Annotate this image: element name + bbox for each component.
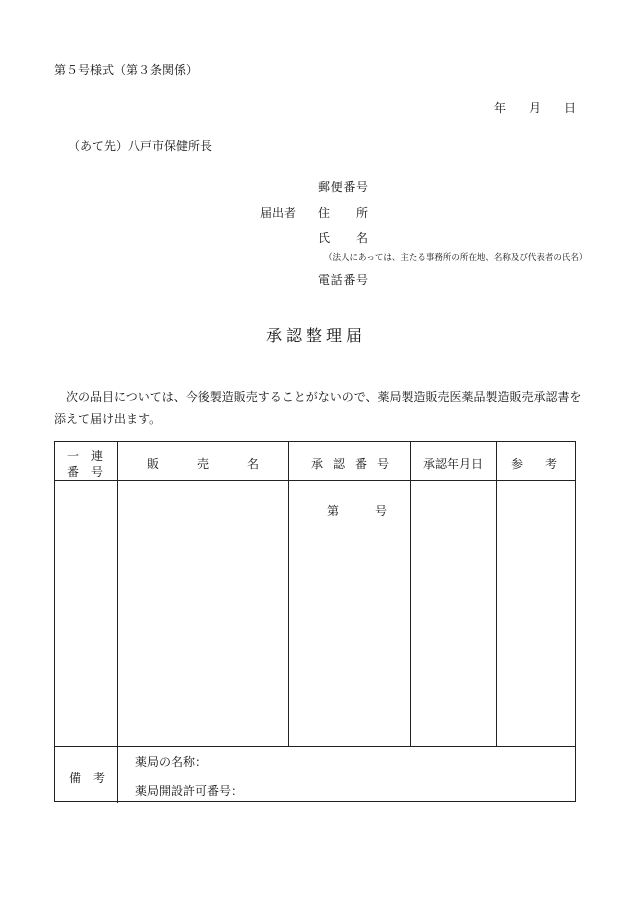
document-title: 承認整理届 xyxy=(266,326,367,345)
applicant-role-label: 届出者 xyxy=(260,206,297,220)
column-header-approval-date: 承認年月日 xyxy=(423,457,484,471)
date-day-label: 日 xyxy=(563,101,576,115)
name-label: 氏 名 xyxy=(318,231,368,245)
date-year-label: 年 xyxy=(494,101,507,115)
approval-number-cell-label: 第 号 xyxy=(327,504,387,518)
remarks-label: 備 考 xyxy=(69,771,105,785)
column-header-sales-name: 販 売 名 xyxy=(147,457,259,471)
column-divider xyxy=(288,442,289,746)
corporate-note: （法人にあっては、主たる事務所の所在地、名称及び代表者の氏名） xyxy=(324,253,588,263)
pharmacy-name-label: 薬局の名称： xyxy=(135,755,208,769)
address-label: 住 所 xyxy=(318,206,368,220)
column-header-approval-number: 承 認 番 号 xyxy=(311,457,389,471)
column-header-reference: 参 考 xyxy=(511,457,557,471)
remarks-row-divider xyxy=(55,746,575,747)
phone-number-label: 電 話 番 号 xyxy=(318,273,368,287)
date-line xyxy=(494,102,576,114)
column-divider xyxy=(496,442,497,746)
header-row-divider xyxy=(55,480,575,481)
pharmacy-permit-number-label: 薬局開設許可番号： xyxy=(135,784,244,798)
postal-code-label: 郵 便 番 号 xyxy=(318,180,368,194)
column-divider xyxy=(117,442,118,746)
column-header-serial-number: 一 連 番 号 xyxy=(66,449,103,479)
addressee: （あて先）八戸市保健所長 xyxy=(68,139,213,153)
date-month-label: 月 xyxy=(528,101,541,115)
column-divider xyxy=(410,442,411,746)
body-text: 次の品目については、今後製造販売することがないので、薬局製造販売医薬品製造販売承認書を添えて届け出ます。 xyxy=(54,390,582,426)
approval-table xyxy=(54,441,576,802)
remarks-divider xyxy=(117,746,118,803)
form-number: 第５号様式（第３条関係） xyxy=(54,63,199,77)
